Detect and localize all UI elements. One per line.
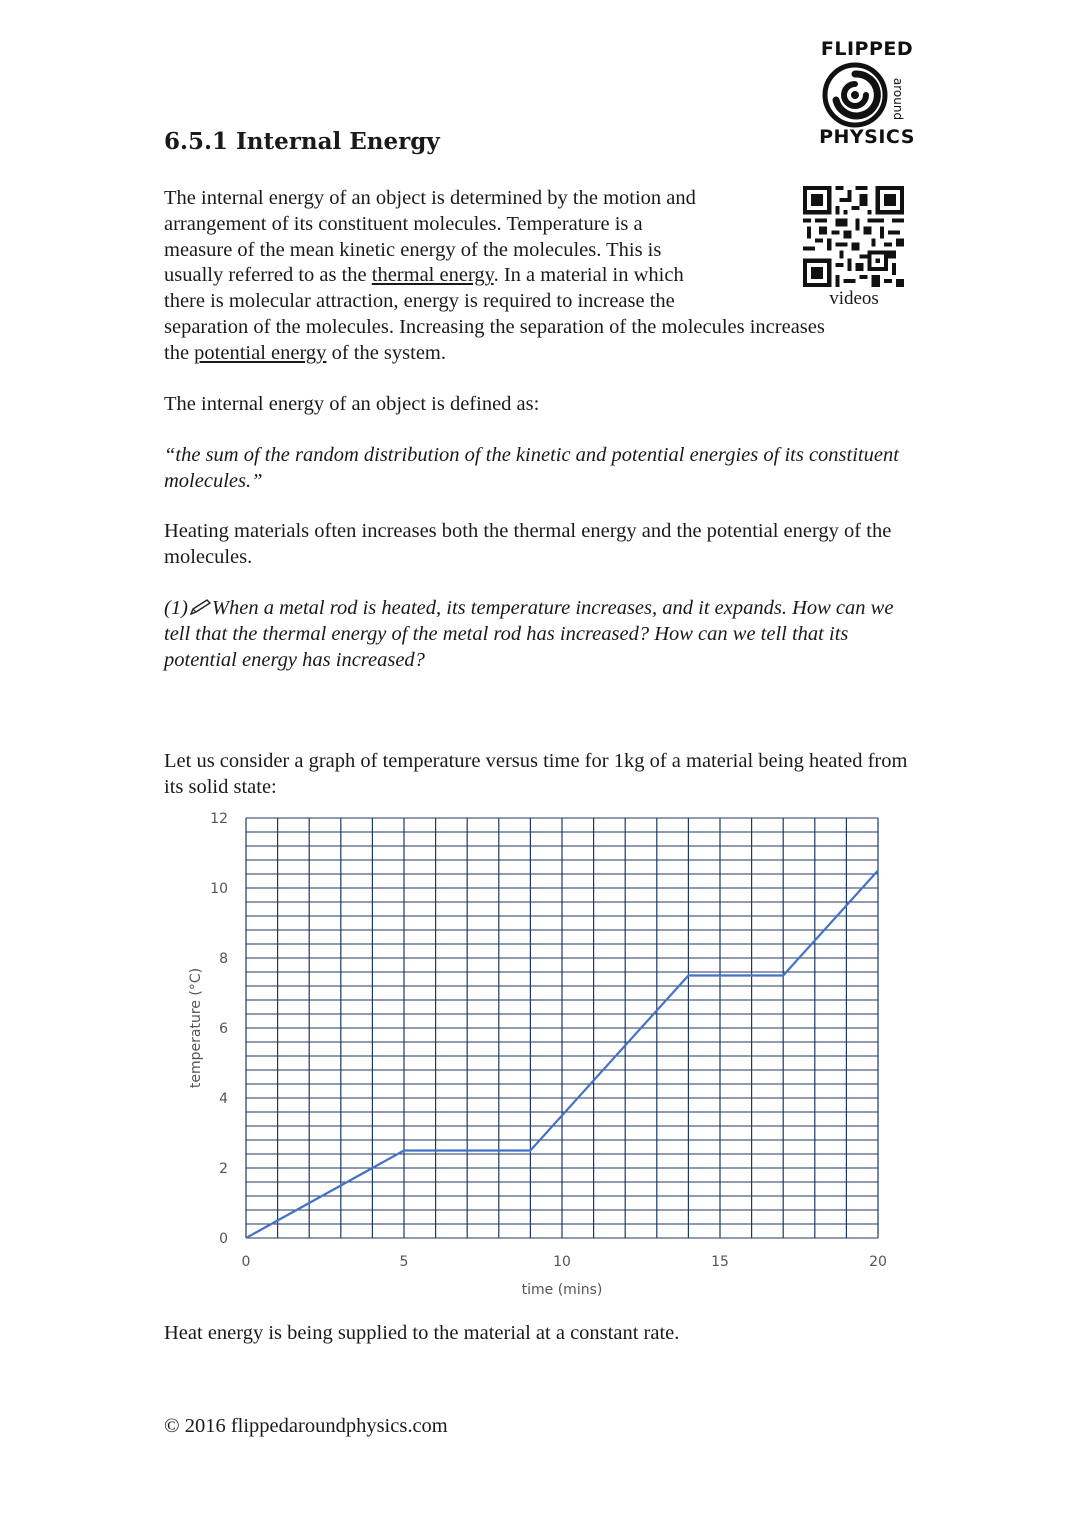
x-axis-title: time (mins) [521,1282,603,1298]
intro-line: there is molecular attraction, energy is required to increase the [164,290,675,313]
x-tick-label: 0 [241,1254,251,1270]
definition-intro: The internal energy of an object is defined as: [164,393,540,415]
logo-side-text: around [891,77,905,121]
intro-line: usually referred to as the thermal energy. In a material in which [164,264,684,287]
heating-paragraph: Heating materials often increases both the thermal energy and the potential energy of the molecules. [164,520,892,568]
flipped-around-physics-logo [812,38,922,150]
potential-energy-term: potential energy [194,341,327,364]
x-tick-label: 10 [553,1254,571,1270]
pencil-icon [188,598,212,616]
definition-quote: “the sum of the random distribution of the kinetic and potential energies of its constituent molecules.” [164,444,899,492]
temperature-time-chart [170,800,910,1310]
y-tick-label: 6 [219,1021,228,1037]
thermal-energy-term: thermal energy [371,264,494,287]
x-tick-label: 5 [399,1254,409,1270]
x-tick-label: 20 [869,1254,887,1270]
y-tick-label: 2 [219,1161,228,1177]
question-number: (1) [164,597,188,619]
y-tick-label: 0 [219,1231,228,1247]
x-tick-label: 15 [711,1254,729,1270]
y-tick-label: 8 [219,951,228,967]
y-tick-label: 4 [219,1091,228,1107]
qr-label: videos [829,288,879,309]
intro-line: arrangement of its constituent molecules. Temperature is a [164,212,643,235]
logo-top-text: FLIPPED [820,38,914,60]
graph-intro: Let us consider a graph of temperature versus time for 1kg of a material being heated from its solid state: [164,750,908,798]
intro-paragraph [164,186,924,367]
logo-bottom-text: PHYSICS [819,126,915,148]
intro-line: the potential energy of the system. [164,341,447,364]
y-tick-label: 12 [210,811,228,827]
footer-copyright: © 2016 flippedaroundphysics.com [164,1415,448,1437]
y-tick-label: 10 [210,881,228,897]
question-text: When a metal rod is heated, its temperature increases, and it expands. How can we tell that the thermal energy of the metal rod has increased? How can we tell that its potential energy has increased? [164,597,894,671]
swirl-logo-icon [822,62,888,128]
intro-line: The internal energy of an object is determined by the motion and [164,187,696,209]
constant-rate-note: Heat energy is being supplied to the material at a constant rate. [164,1322,680,1344]
y-axis-title: temperature (°C) [188,967,204,1089]
page-title: 6.5.1 Internal Energy [164,128,440,155]
intro-line: measure of the mean kinetic energy of the molecules. This is [164,238,662,261]
question-1 [164,596,924,673]
intro-line: separation of the molecules. Increasing the separation of the molecules increases [164,315,825,338]
